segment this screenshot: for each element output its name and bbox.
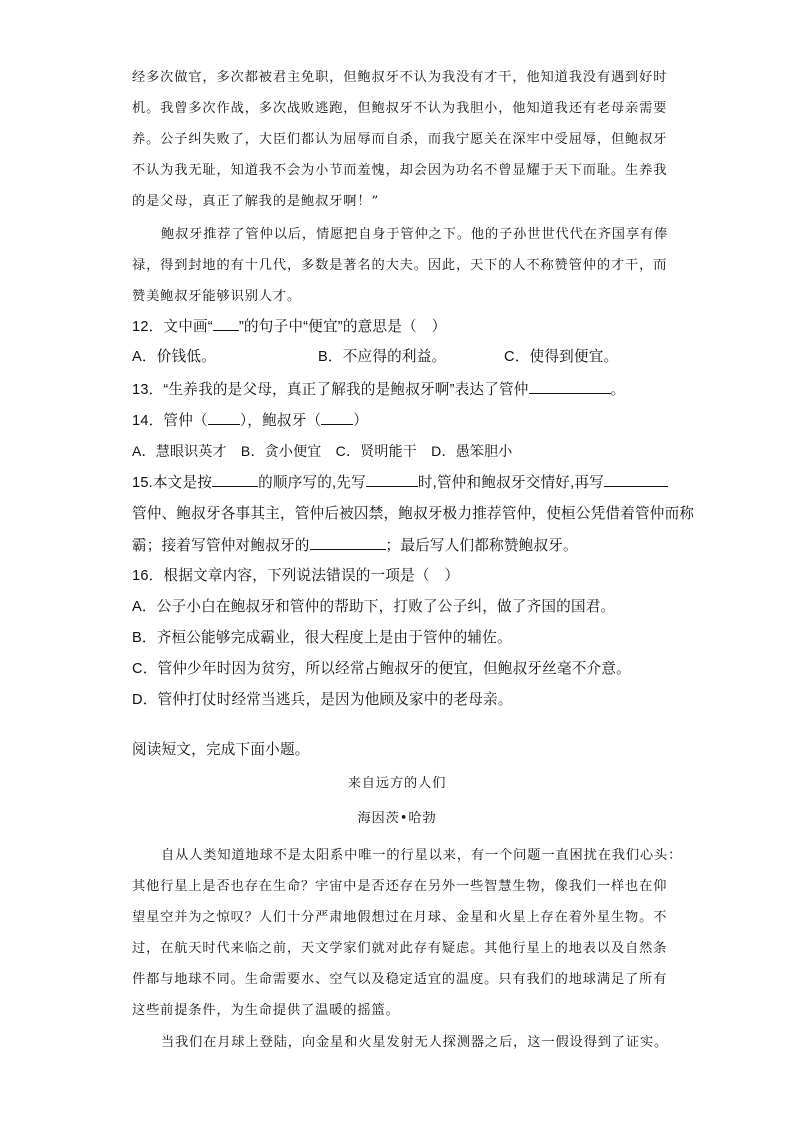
answer-blank [213,316,239,331]
question-15-line-2: 管仲、鲍叔牙各事其主，管仲后被囚禁，鲍叔牙极力推荐管仲，使桓公凭借着管仲而称 [132,506,695,522]
question-14-options: A．慧眼识英才 B．贪小便宜 C．贤明能干 D．愚笨胆小 [132,443,513,459]
question-12-stem: 12．文中画“ ”的句子中“便宜”的意思是（ ） [132,316,446,337]
question-12-option-c: C．使得到便宜。 [504,349,619,365]
question-15-line-1: 15.本文是按 的顺序写的,先写 时,管仲和鲍叔牙交情好,再写 [132,472,668,493]
reading-para1-line-1: 自从人类知道地球不是太阳系中唯一的行星以来，有一个问题一直困扰在我们心头： [161,848,683,863]
reading-para1-line-4: 过，在航天时代来临之前，天文学家们就对此存有疑虑。其他行星上的地表以及自然条 [132,941,668,956]
reading-para1-line-2: 其他行星上是否也存在生命？宇宙中是否还存在另外一些智慧生物，像我们一样也在仰 [132,879,668,894]
passage-para2-line-3: 赞美鲍叔牙能够识别人才。 [132,289,302,304]
passage-line-1: 经多次做官，多次都被君主免职，但鲍叔牙不认为我没有才干，他知道我没有遇到好时 [132,70,668,85]
question-12-option-b: B．不应得的利益。 [318,349,447,365]
answer-blank [604,472,668,487]
question-15-line-3: 霸；接着写管仲对鲍叔牙的 ；最后写人们都称赞鲍叔牙。 [132,535,578,556]
answer-blank [529,379,611,394]
passage-para2-line-2: 禄，得到封地的有十几代，多数是著名的大夫。因此，天下的人不称赞管仲的才干，而 [132,258,668,273]
question-13-stem: 13．“生养我的是父母，真正了解我的是鲍叔牙啊”表达了管仲 。 [132,379,625,400]
passage-line-5: 的是父母，真正了解我的是鲍叔牙啊！” [132,194,380,209]
reading-title: 来自远方的人们 [347,776,447,791]
passage-line-2: 机。我曾多次作战，多次战败逃跑，但鲍叔牙不认为我胆小，他知道我还有老母亲需要 [132,101,668,116]
passage-line-4: 不认为我无耻，知道我不会为小节而羞愧，却会因为功名不曾显耀于天下而耻。生养我 [132,163,668,178]
question-16-option-a: A．公子小白在鲍叔牙和管仲的帮助下，打败了公子纠，做了齐国的国君。 [132,599,616,615]
answer-blank [212,472,258,487]
question-12-options [132,347,618,367]
passage-para2-line-1: 鲍叔牙推荐了管仲以后，情愿把自身于管仲之下。他的子孙世世代代在齐国享有俸 [161,227,669,242]
reading-para1-line-3: 望星空并为之惊叹？人们十分严肃地假想过在月球、金星和火星上存在着外星生物。不 [132,910,668,925]
reading-para1-line-6: 这些前提条件，为生命提供了温暖的摇篮。 [132,1003,400,1018]
answer-blank [208,410,240,425]
question-16-option-b: B．齐桓公能够完成霸业，很大程度上是由于管仲的辅佐。 [132,630,512,646]
reading-author: 海因茨•哈勃 [357,811,437,826]
passage-line-3: 养。公子纠失败了，大臣们都认为屈辱而自杀，而我宁愿关在深牢中受屈辱，但鲍叔牙 [132,132,668,147]
answer-blank [321,410,353,425]
answer-blank [366,472,418,487]
reading-para2-line-1: 当我们在月球上登陆，向金星和火星发射无人探测器之后，这一假设得到了证实。 [161,1035,669,1050]
answer-blank [310,535,386,550]
question-16-stem: 16．根据文章内容，下列说法错误的一项是（ ） [132,568,460,584]
question-12-option-a: A．价钱低。 [132,349,216,365]
question-16-option-c: C．管仲少年时因为贫穷，所以经常占鲍叔牙的便宜，但鲍叔牙丝毫不介意。 [132,661,631,677]
reading-instruction: 阅读短文，完成下面小题。 [132,742,310,758]
question-16-option-d: D．管仲打仗时经常当逃兵，是因为他顾及家中的老母亲。 [132,692,513,708]
reading-para1-line-5: 件都与地球不同。生命需要水、空气以及稳定适宜的温度。只有我们的地球满足了所有 [132,972,668,987]
question-14-stem: 14．管仲（ ），鲍叔牙（ ） [132,410,368,431]
